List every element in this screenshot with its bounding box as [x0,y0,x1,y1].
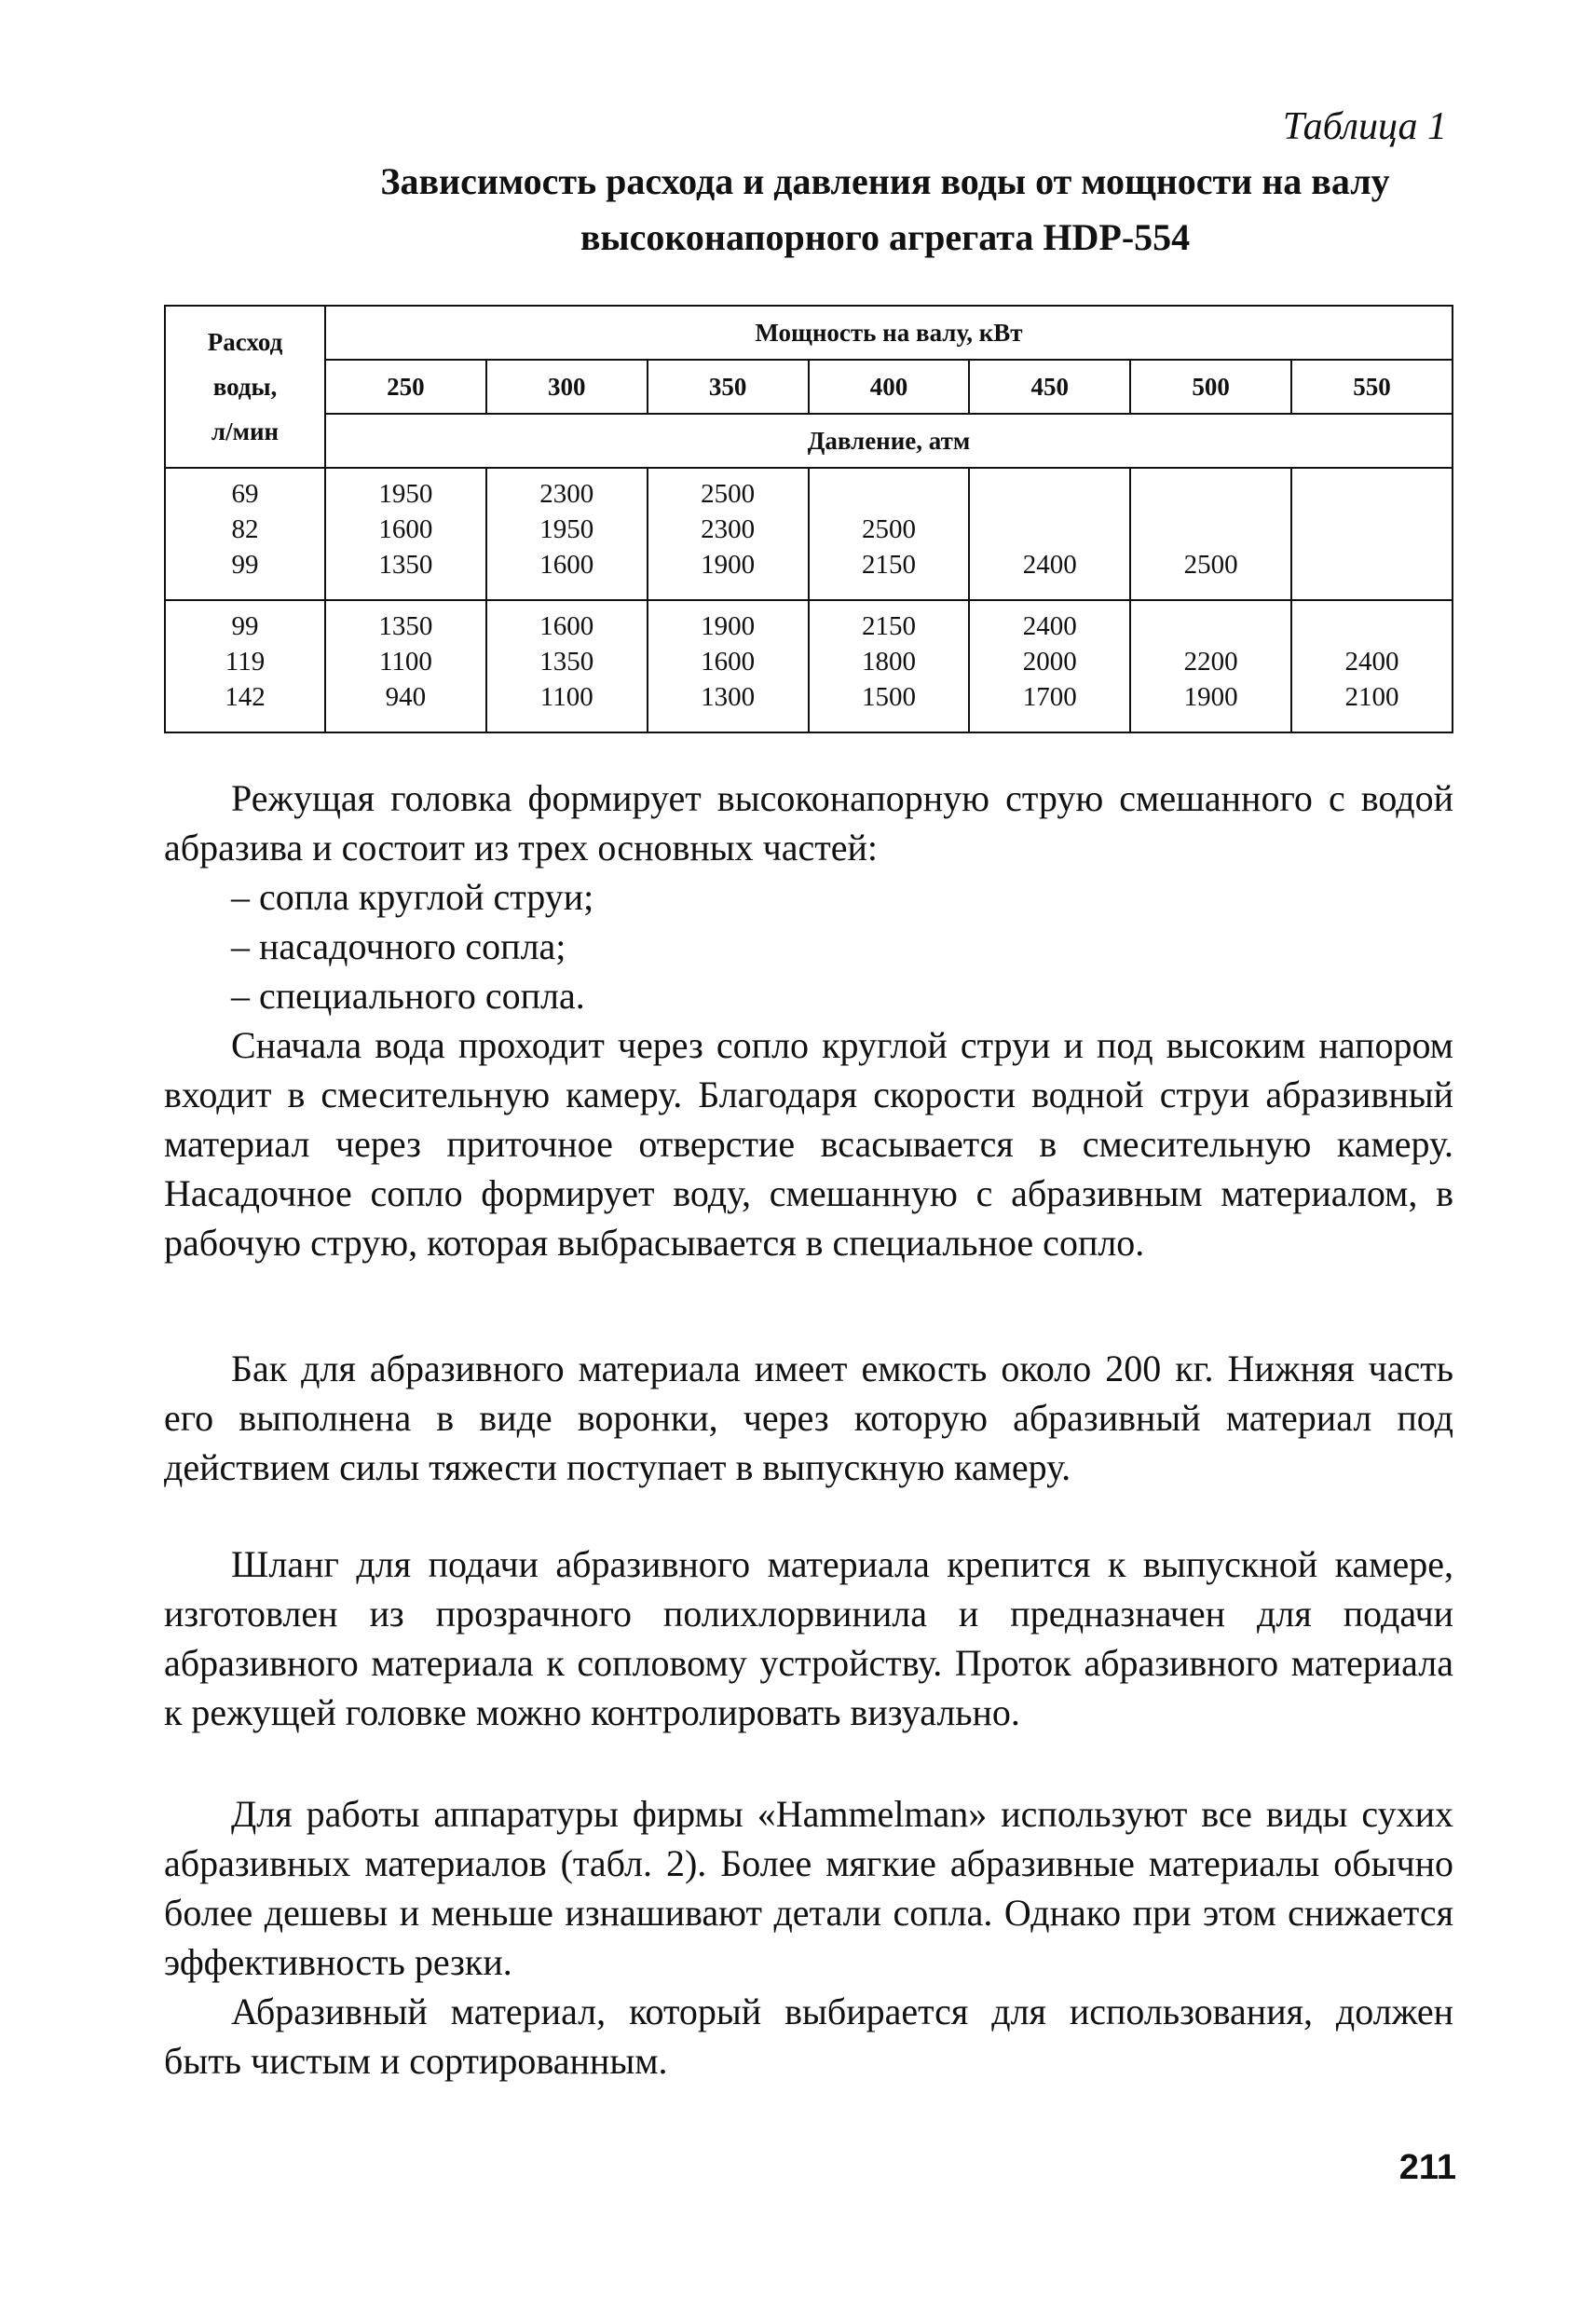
cell-value: 1900 [1183,682,1238,712]
table-header-row-pressure [165,414,1453,468]
pressure-cell [969,600,1130,732]
flow-header-line: л/мин [211,417,280,445]
body-text [164,1344,1453,1492]
cell-value: 69 [231,479,259,509]
table-title-line-1: Зависимость расхода и давления воды от мощности на валу [380,160,1390,202]
power-value: 400 [809,360,970,414]
cell-value: 2100 [1344,682,1399,712]
power-value: 500 [1130,360,1291,414]
body-text [164,773,1453,1267]
pressure-cell [809,600,970,732]
cell-value: 1350 [539,647,594,677]
cell-value: 2500 [701,479,756,509]
cell-value: 1900 [701,611,756,641]
cell-value [1292,547,1452,582]
cell-value [1131,512,1290,547]
body-text [164,1539,1453,1737]
cell-value: 1800 [861,647,916,677]
cell-value: 2500 [861,514,916,544]
table-title [168,154,1596,266]
cell-value: 2150 [861,550,916,580]
flow-header-line: воды, [212,373,278,401]
cell-value: 1350 [378,611,433,641]
cell-value: 2300 [539,479,594,509]
cell-value [1292,609,1452,644]
cell-value: 2150 [861,611,916,641]
table-row [165,600,1453,732]
pressure-cell [1130,600,1291,732]
cell-value: 2400 [1344,647,1399,677]
cell-value: 940 [385,682,427,712]
pressure-cell [809,468,970,600]
cell-value [810,476,969,512]
cell-value: 1700 [1022,682,1077,712]
cell-value [1292,512,1452,547]
cell-value: 2200 [1183,647,1238,677]
power-value: 300 [486,360,648,414]
flow-header-line: Расход [207,328,283,356]
cell-value [970,512,1129,547]
pressure-cell [969,468,1130,600]
cell-value: 1500 [861,682,916,712]
table-title-line-2: высоконапорного агрегата HDP-554 [580,216,1191,258]
paragraph: Для работы аппаратуры фирмы «Hammelman» используют все виды сухих абразивных материалов (табл. 2). Более мягкие абразивные материалы обычно более дешевы и меньше изнашивают детали сопла. Однако при этом снижается эффективность резки. [164,1793,1453,1983]
cell-value: 99 [231,550,259,580]
cell-value: 1600 [701,647,756,677]
pressure-cell [1291,600,1453,732]
pressure-cell [486,468,648,600]
list-item: – специального сопла. [231,975,585,1017]
cell-value [1131,609,1290,644]
power-value: 550 [1291,360,1453,414]
cell-value: 2300 [701,514,756,544]
pressure-cell [1291,468,1453,600]
cell-value [1292,476,1452,512]
cell-value: 1950 [378,479,433,509]
table-row [165,468,1453,600]
cell-value: 99 [231,611,259,641]
paragraph: Бак для абразивного материала имеет емкость около 200 кг. Нижняя часть его выполнена в виде воронки, через которую абразивный материал под действием силы тяжести поступает в выпускную камеру. [164,1348,1453,1488]
cell-value: 2400 [1022,550,1077,580]
pressure-cell [648,468,809,600]
cell-value: 1300 [701,682,756,712]
flow-cell [165,468,325,600]
paragraph: Режущая головка формирует высоконапорную струю смешанного с водой абразива и состоит из трех основных частей: [164,777,1453,869]
cell-value: 1100 [539,682,593,712]
body-text [164,1789,1453,2086]
list-item: – насадочного сопла; [231,925,566,967]
cell-value: 82 [231,514,259,544]
power-header: Мощность на валу, кВт [325,306,1453,360]
paragraph: Абразивный материал, который выбирается для использования, должен быть чистым и сортированным. [164,1991,1453,2082]
cell-value [1131,476,1290,512]
cell-value: 1950 [539,514,594,544]
paragraph: Шланг для подачи абразивного материала крепится к выпускной камере, изготовлен из прозрачного полихлорвинила и предназначен для подачи абразивного материала к сопловому устройству. Проток абразивного материала к режущей головке можно контролировать визуально. [164,1543,1453,1733]
cell-value: 2400 [1022,611,1077,641]
table-label: Таблица 1 [1282,105,1447,148]
flow-header [165,306,325,468]
pressure-header: Давление, атм [325,414,1453,468]
power-value: 250 [325,360,486,414]
cell-value: 1600 [378,514,433,544]
cell-value: 2000 [1022,647,1077,677]
list-item: – сопла круглой струи; [231,876,594,918]
pressure-cell [486,600,648,732]
flow-cell [165,600,325,732]
pressure-cell [648,600,809,732]
table-header-row-power [165,306,1453,360]
cell-value: 119 [225,647,266,677]
power-value: 450 [969,360,1130,414]
page-number: 211 [1398,2148,1456,2187]
pressure-cell [325,600,486,732]
power-value: 350 [648,360,809,414]
cell-value: 1600 [539,550,594,580]
cell-value: 1350 [378,550,433,580]
pressure-cell [325,468,486,600]
cell-value: 142 [225,682,266,712]
pressure-cell [1130,468,1291,600]
cell-value: 1600 [539,611,594,641]
table-header-row-values [165,360,1453,414]
power-pressure-table [164,305,1453,733]
cell-value: 1100 [378,647,432,677]
cell-value: 2500 [1183,550,1238,580]
cell-value: 1900 [701,550,756,580]
cell-value [970,476,1129,512]
paragraph: Сначала вода проходит через сопло круглой струи и под высоким напором входит в смесительную камеру. Благодаря скорости водной струи абразивный материал через приточное отверстие всасывается в смесительную камеру. Насадочное сопло формирует воду, смешанную с абразивным материалом, в рабочую струю, которая выбрасывается в специальное сопло. [164,1024,1453,1264]
